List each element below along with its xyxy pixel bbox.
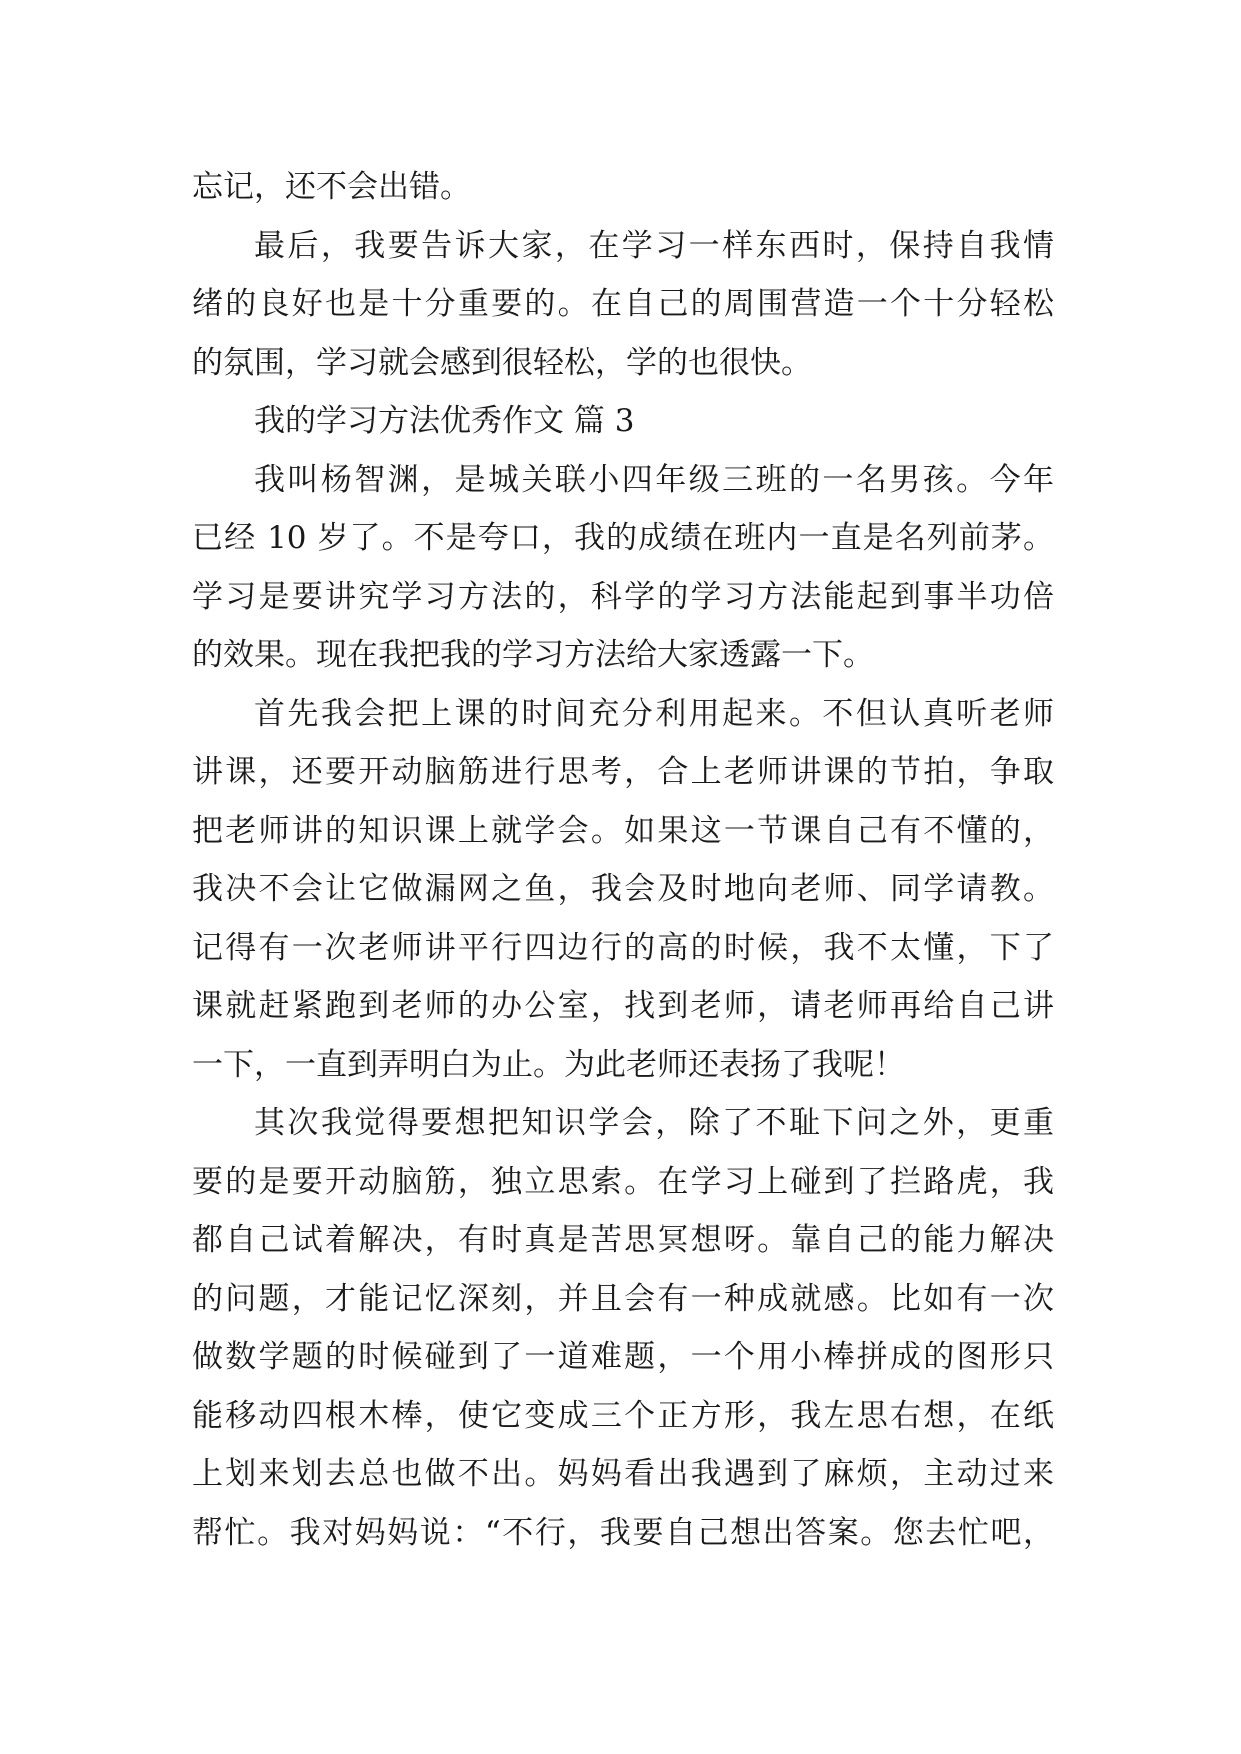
text-line: 最后，我要告诉大家，在学习一样东西时，保持自我情 xyxy=(254,227,1054,264)
text-line: 上划来划去总也做不出。妈妈看出我遇到了麻烦，主动过来 xyxy=(192,1456,1054,1492)
text-line: 记得有一次老师讲平行四边行的高的时候，我不太懂，下了 xyxy=(192,929,1054,966)
text-line: 首先我会把上课的时间充分利用起来。不但认真听老师 xyxy=(254,695,1054,732)
text-line: 的问题，才能记忆深刻，并且会有一种成就感。比如有一次 xyxy=(192,1280,1054,1317)
text-line: 其次我觉得要想把知识学会，除了不耻下问之外，更重 xyxy=(254,1105,1054,1141)
text-line: 课就赶紧跑到老师的办公室，找到老师，请老师再给自己讲 xyxy=(192,988,1054,1024)
text-line: 忘记，还不会出错。 xyxy=(192,169,471,205)
text-line: 做数学题的时候碰到了一道难题，一个用小棒拼成的图形只 xyxy=(192,1339,1054,1375)
text-line: 都自己试着解决，有时真是苦思冥想呀。靠自己的能力解决 xyxy=(192,1222,1054,1258)
text-line: 已经 10 岁了。不是夸口，我的成绩在班内一直是名列前茅。 xyxy=(192,520,1054,556)
text-line: 一下，一直到弄明白为止。为此老师还表扬了我呢！ xyxy=(192,1046,905,1083)
text-line: 的效果。现在我把我的学习方法给大家透露一下。 xyxy=(192,637,874,673)
text-line: 学习是要讲究学习方法的，科学的学习方法能起到事半功倍 xyxy=(192,578,1054,615)
text-line: 要的是要开动脑筋，独立思索。在学习上碰到了拦路虎，我 xyxy=(192,1163,1054,1200)
text-line: 我叫杨智渊，是城关联小四年级三班的一名男孩。今年 xyxy=(254,461,1054,498)
text-line: 的氛围，学习就会感到很轻松，学的也很快。 xyxy=(192,344,812,381)
text-line: 我的学习方法优秀作文 篇 3 xyxy=(254,403,635,439)
text-line: 能移动四根木棒，使它变成三个正方形，我左思右想，在纸 xyxy=(192,1397,1054,1434)
document-body xyxy=(192,158,1054,1562)
text-line: 讲课，还要开动脑筋进行思考，合上老师讲课的节拍，争取 xyxy=(192,754,1054,790)
text-line: 把老师讲的知识课上就学会。如果这一节课自己有不懂的， xyxy=(192,812,1054,849)
text-line: 帮忙。我对妈妈说：“不行，我要自己想出答案。您去忙吧， xyxy=(192,1514,1054,1551)
text-line: 我决不会让它做漏网之鱼，我会及时地向老师、同学请教。 xyxy=(192,871,1054,907)
text-line: 绪的良好也是十分重要的。在自己的周围营造一个十分轻松 xyxy=(192,286,1054,322)
